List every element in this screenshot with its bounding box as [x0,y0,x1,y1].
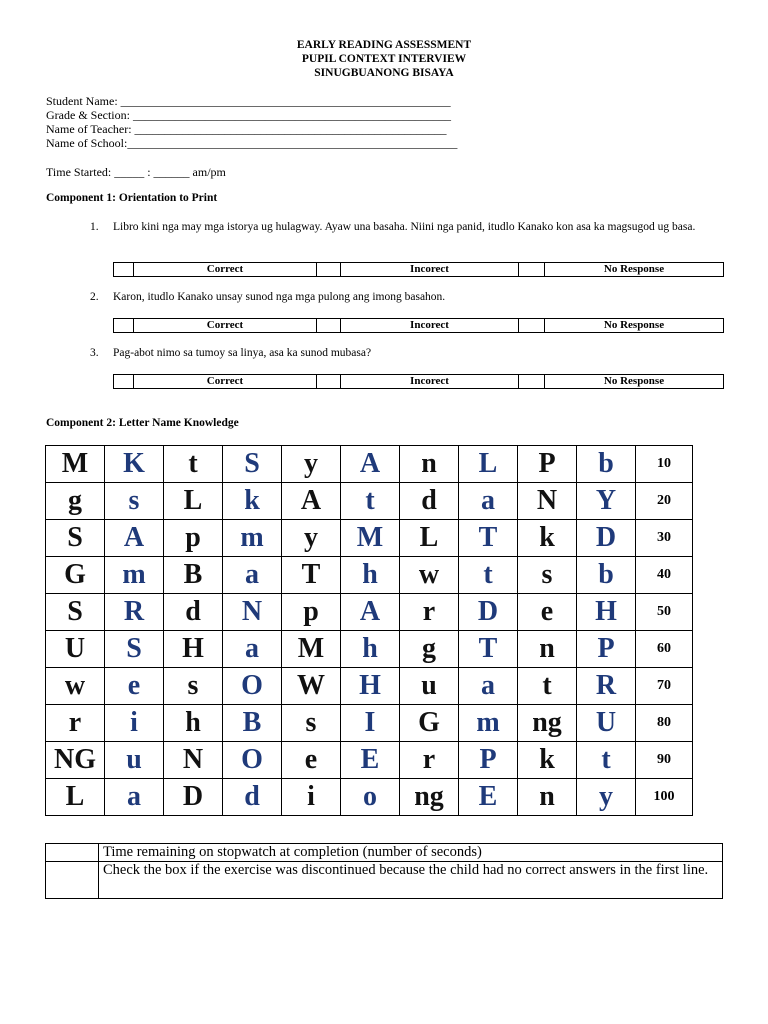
checkbox-no-response[interactable] [519,375,545,389]
letter-cell[interactable]: G [400,705,459,742]
letter-cell[interactable]: a [105,779,164,816]
letter-cell[interactable]: S [46,594,105,631]
checkbox-no-response[interactable] [519,263,545,277]
letter-cell[interactable]: H [577,594,636,631]
letter-cell[interactable]: P [459,742,518,779]
letter-cell[interactable]: s [105,483,164,520]
letter-cell[interactable]: Y [577,483,636,520]
letter-cell[interactable]: T [282,557,341,594]
question-number: 1. [90,221,99,233]
letter-cell[interactable]: y [282,446,341,483]
letter-cell[interactable]: A [105,520,164,557]
letter-cell[interactable]: I [341,705,400,742]
letter-cell[interactable]: K [105,446,164,483]
letter-cell[interactable]: p [164,520,223,557]
component2-title: Component 2: Letter Name Knowledge [46,417,239,429]
time-started-field[interactable]: Time Started: _____ : ______ am/pm [46,165,226,179]
letter-cell[interactable]: k [518,520,577,557]
header-subtitle: PUPIL CONTEXT INTERVIEW [301,53,467,65]
discontinued-checkbox[interactable] [46,862,99,899]
letter-cell[interactable]: p [282,594,341,631]
grade-section-field[interactable]: Grade & Section: _____________________________________________________ [46,108,451,122]
letter-cell[interactable]: n [400,446,459,483]
letter-cell[interactable]: a [223,557,282,594]
letter-cell[interactable]: L [459,446,518,483]
response-incorrect-label: Incorect [341,263,519,277]
letter-cell[interactable]: T [459,631,518,668]
letter-cell[interactable]: S [105,631,164,668]
letter-cell[interactable]: A [341,446,400,483]
letter-row [46,483,693,520]
question-number: 2. [90,291,99,303]
letter-row [46,742,693,779]
letter-grid [45,445,693,816]
response-incorrect-label: Incorect [341,375,519,389]
response-no-response-label: No Response [545,263,724,277]
letter-cell[interactable]: N [223,594,282,631]
student-info-fields [46,94,457,150]
response-correct-label: Correct [134,375,317,389]
student-name-field[interactable]: Student Name: _______________________________________________________ [46,94,451,108]
row-count: 50 [636,594,693,631]
letter-cell[interactable]: U [577,705,636,742]
question-text: Pag-abot nimo sa tumoy sa linya, asa ka sunod mubasa? [113,347,372,359]
row-count: 40 [636,557,693,594]
letter-cell[interactable]: W [282,668,341,705]
letter-cell[interactable]: E [341,742,400,779]
letter-row [46,557,693,594]
letter-cell[interactable]: S [223,446,282,483]
letter-cell[interactable]: P [577,631,636,668]
letter-cell[interactable]: A [341,594,400,631]
teacher-name-field[interactable]: Name of Teacher: ____________________________________________________ [46,122,447,136]
question-number: 3. [90,347,99,359]
letter-cell[interactable]: L [400,520,459,557]
checkbox-incorrect[interactable] [317,375,341,389]
response-incorrect-label: Incorect [341,319,519,333]
letter-cell[interactable]: L [164,483,223,520]
checkbox-correct[interactable] [114,375,134,389]
row-count: 90 [636,742,693,779]
letter-cell[interactable]: e [282,742,341,779]
letter-cell[interactable]: y [282,520,341,557]
letter-cell[interactable]: O [223,668,282,705]
letter-cell[interactable]: P [518,446,577,483]
response-correct-label: Correct [134,263,317,277]
letter-cell[interactable]: s [282,705,341,742]
letter-cell[interactable]: m [105,557,164,594]
letter-cell[interactable]: i [105,705,164,742]
document-header [0,38,768,80]
letter-cell[interactable]: R [577,668,636,705]
letter-cell[interactable]: O [223,742,282,779]
letter-row [46,594,693,631]
letter-cell[interactable]: t [459,557,518,594]
letter-cell[interactable]: o [341,779,400,816]
letter-cell[interactable]: M [341,520,400,557]
letter-cell[interactable]: ng [400,779,459,816]
letter-cell[interactable]: D [577,520,636,557]
header-title: EARLY READING ASSESSMENT [296,39,472,51]
letter-cell[interactable]: s [164,668,223,705]
letter-row [46,520,693,557]
letter-cell[interactable]: n [518,631,577,668]
school-name-field[interactable]: Name of School:_______________________________________________________ [46,136,458,150]
letter-cell[interactable]: t [577,742,636,779]
row-count: 100 [636,779,693,816]
checkbox-incorrect[interactable] [317,263,341,277]
letter-cell[interactable]: h [341,557,400,594]
letter-cell[interactable]: h [341,631,400,668]
letter-cell[interactable]: U [46,631,105,668]
letter-cell[interactable]: M [46,446,105,483]
discontinued-label: Check the box if the exercise was discontinued because the child had no correct answers in the first line. [99,862,723,899]
letter-cell[interactable]: D [459,594,518,631]
row-count: 60 [636,631,693,668]
letter-cell[interactable]: B [223,705,282,742]
letter-cell[interactable]: a [459,668,518,705]
letter-cell[interactable]: g [400,631,459,668]
row-count: 20 [636,483,693,520]
letter-cell[interactable]: n [518,779,577,816]
letter-cell[interactable]: E [459,779,518,816]
letter-cell[interactable]: b [577,557,636,594]
response-no-response-label: No Response [545,375,724,389]
checkbox-correct[interactable] [114,263,134,277]
letter-cell[interactable]: w [46,668,105,705]
question-text: Karon, itudlo Kanako unsay sunod nga mga pulong ang imong basahon. [113,291,446,303]
letter-cell[interactable]: A [282,483,341,520]
letter-cell[interactable]: h [164,705,223,742]
letter-cell[interactable]: a [459,483,518,520]
footer-table [45,843,723,899]
letter-cell[interactable]: d [164,594,223,631]
letter-cell[interactable]: t [341,483,400,520]
response-table-1 [113,262,724,277]
letter-cell[interactable]: NG [46,742,105,779]
letter-cell[interactable]: H [164,631,223,668]
letter-cell[interactable]: w [400,557,459,594]
letter-cell[interactable]: R [105,594,164,631]
letter-cell[interactable]: ng [518,705,577,742]
letter-cell[interactable]: k [518,742,577,779]
letter-cell[interactable]: L [46,779,105,816]
letter-row [46,705,693,742]
letter-cell[interactable]: g [46,483,105,520]
component1-title: Component 1: Orientation to Print [46,192,218,204]
checkbox-no-response[interactable] [519,319,545,333]
letter-cell[interactable]: r [400,742,459,779]
letter-cell[interactable]: m [223,520,282,557]
time-remaining-label: Time remaining on stopwatch at completion (number of seconds) [99,844,723,862]
response-no-response-label: No Response [545,319,724,333]
letter-cell[interactable]: G [46,557,105,594]
letter-cell[interactable]: N [164,742,223,779]
letter-cell[interactable]: s [518,557,577,594]
letter-cell[interactable]: u [105,742,164,779]
letter-cell[interactable]: e [105,668,164,705]
letter-cell[interactable]: H [341,668,400,705]
row-count: 80 [636,705,693,742]
checkbox-incorrect[interactable] [317,319,341,333]
response-correct-label: Correct [134,319,317,333]
letter-cell[interactable]: b [577,446,636,483]
letter-cell[interactable]: a [223,631,282,668]
letter-cell[interactable]: D [164,779,223,816]
row-count: 70 [636,668,693,705]
question-text: Libro kini nga may mga istorya ug hulagway. Ayaw una basaha. Niini nga panid, itudlo Kanako kon asa ka magsugod ug basa. [113,221,696,233]
letter-cell[interactable]: N [518,483,577,520]
letter-row [46,446,693,483]
letter-cell[interactable]: T [459,520,518,557]
stopwatch-input-cell[interactable] [46,844,99,862]
letter-cell[interactable]: i [282,779,341,816]
letter-cell[interactable]: t [518,668,577,705]
letter-cell[interactable]: k [223,483,282,520]
letter-cell[interactable]: e [518,594,577,631]
letter-cell[interactable]: d [400,483,459,520]
letter-cell[interactable]: S [46,520,105,557]
response-table-3 [113,374,724,389]
header-language: SINUGBUANONG BISAYA [314,67,454,79]
letter-cell[interactable]: y [577,779,636,816]
letter-row [46,631,693,668]
row-count: 10 [636,446,693,483]
letter-cell[interactable]: M [282,631,341,668]
letter-row [46,668,693,705]
letter-cell[interactable]: B [164,557,223,594]
letter-cell[interactable]: r [46,705,105,742]
letter-cell[interactable]: m [459,705,518,742]
letter-row [46,779,693,816]
letter-cell[interactable]: d [223,779,282,816]
row-count: 30 [636,520,693,557]
letter-cell[interactable]: r [400,594,459,631]
letter-cell[interactable]: t [164,446,223,483]
checkbox-correct[interactable] [114,319,134,333]
response-table-2 [113,318,724,333]
letter-cell[interactable]: u [400,668,459,705]
